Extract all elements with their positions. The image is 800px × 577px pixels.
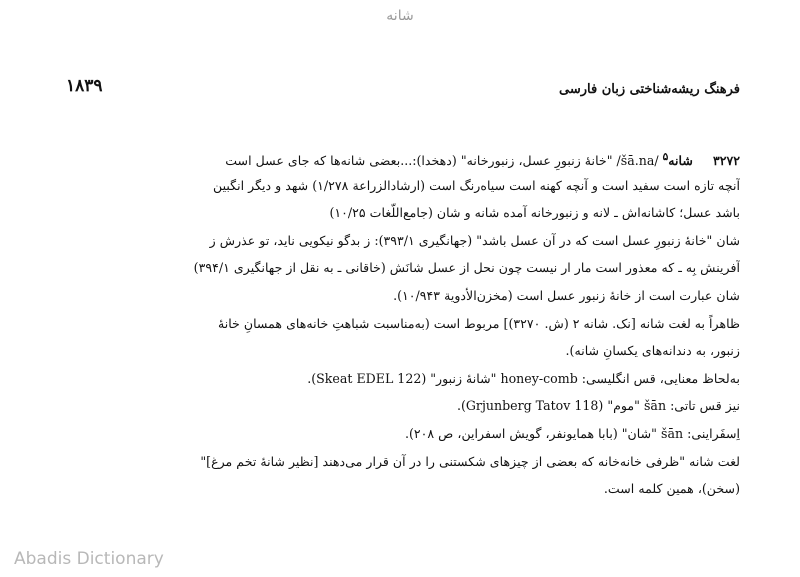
entry-definition-start: /šā.na/ "خانهٔ زنبورِ عسل، زنبورخانه" (دهخدا):...بعضی شانه‌ها که جای عسل است <box>225 153 659 169</box>
entry-number: ۳۲۷۲ <box>712 153 740 169</box>
entry-line: آفرینش بِه ـ که معذور است مار ار نیست چون نحل از عسل شانَش (خاقانی ـ به نقل از جهانگیری ۳۹۴/۱) <box>193 260 740 276</box>
page-number: ۱۸۳۹ <box>66 76 103 96</box>
entry-line: شان "خانهٔ زنبورِ عسل است که در آن عسل باشد" (جهانگیری ۳۹۳/۱): ز بدگو نیکویی ناید، تو عذرش ز <box>209 232 740 248</box>
headword: شانه <box>668 153 693 169</box>
entry-line: باشد عسل؛ کاشانه‌اش ـ لانه و زنبورخانه آمده شانه و شان (جامع‌اللّغات ۱۰/۲۵) <box>329 205 740 221</box>
entry-line: ظاهراً به لغت شانه [نک. شانه ۲ (ش. ۳۲۷۰)] مربوط است (به‌مناسبت شباهتِ خانه‌های همسانِ خانهٔ <box>217 315 740 331</box>
entry-line: نیز قس تاتی: šān "موم" (Grjunberg Tatov 118). <box>456 398 740 414</box>
entry-line: آنچه تازه است سفید است و آنچه کهنه است سیاه‌رنگ است (ارشادالزراعة ۱/۲۷۸) شهد و دیگر انگبین <box>213 177 740 193</box>
entry-line: لغت شانه "ظرفی خانه‌خانه که بعضی از چیزهای شکستنی را در آن قرار می‌دهند [نظیر شانهٔ تخم مرغ]" <box>200 453 740 469</box>
dictionary-page-scan <box>58 62 740 572</box>
entry-line-1 <box>58 144 740 172</box>
watermark: Abadis Dictionary <box>14 549 164 569</box>
entry-line: زنبور، به دندانه‌های یکسانِ شانه). <box>565 343 740 359</box>
running-head: فرهنگ ریشه‌شناختی زبان فارسی <box>559 82 740 97</box>
entry-line: (سخن)، همین کلمه است. <box>603 481 740 497</box>
entry-line: شان عبارت است از خانهٔ زنبور عسل است (مخزن‌الأدویة ۱۰/۹۴۳). <box>393 287 740 303</box>
headword-superscript: ۵ <box>662 151 669 163</box>
site-title: شانه <box>386 8 414 24</box>
entry-line: به‌لحاظ معنایی، قس انگلیسی: honey-comb "شانهٔ زنبور" (Skeat EDEL 122). <box>307 370 740 386</box>
entry-body <box>58 144 740 503</box>
entry-line: اِسفَراینی: šān "شان" (بابا همایونفر، گویش اسفراین، ص ۲۰۸). <box>404 425 740 441</box>
